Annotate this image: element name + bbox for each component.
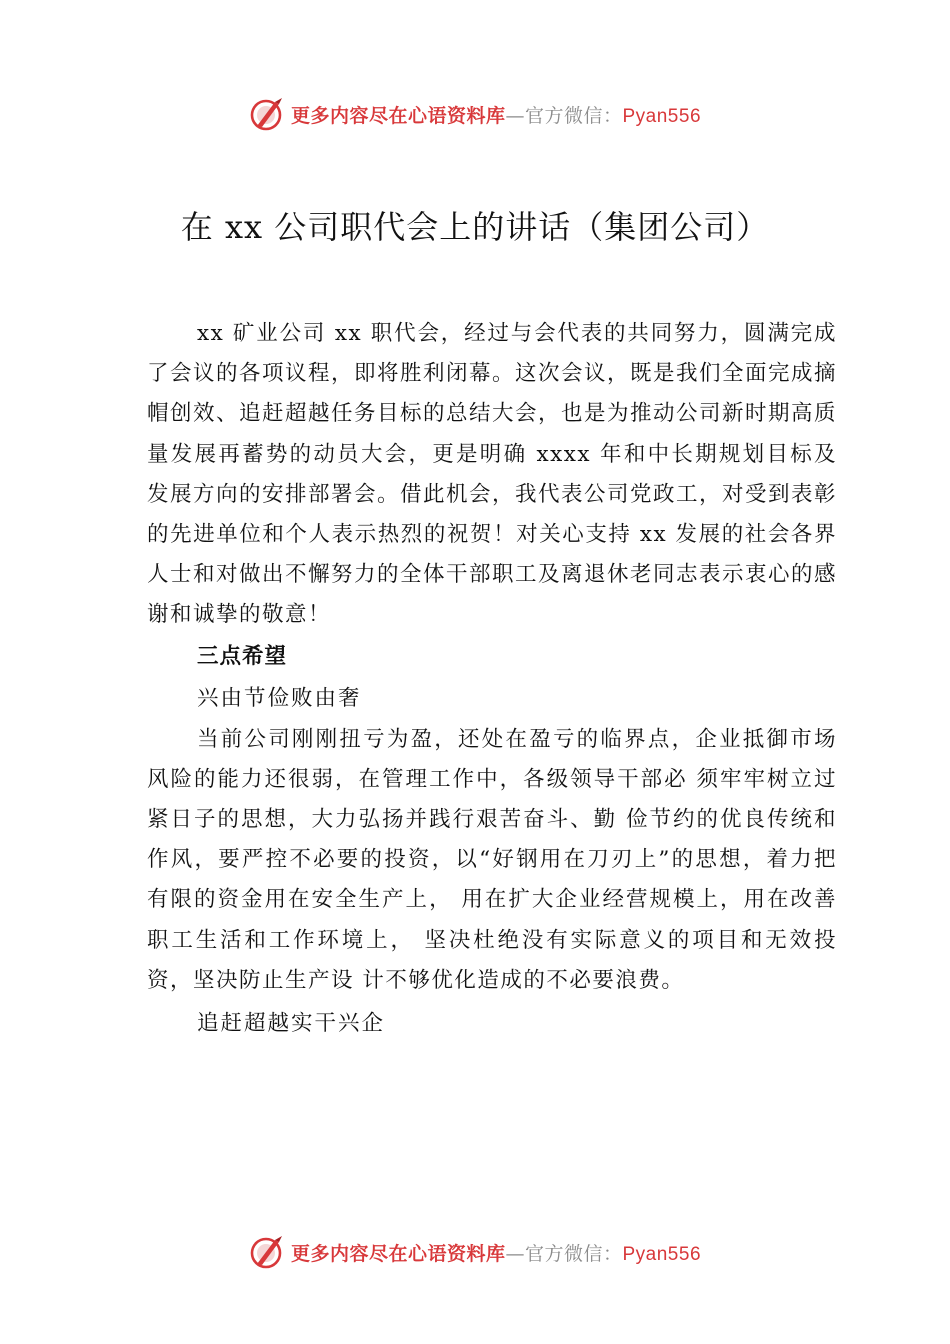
banner-wechat-id: Pyan556 — [622, 105, 702, 127]
banner-wechat-id: Pyan556 — [622, 1243, 702, 1265]
banner-site-name: 更多内容尽在心语资料库 — [290, 104, 506, 127]
point-1-paragraph: 当前公司刚刚扭亏为盈，还处在盈亏的临界点，企业抵御市场风险的能力还很弱，在管理工作中，各级领导干部必 须牢牢树立过紧日子的思想，大力弘扬并践行艰苦奋斗、勤 俭节约的优良传统和作风，要严控不必要的投资，以“好钢用在刀刃上”的思想，着力把有限的资金用在安全生产上， 用在扩大企业经营规模上，用在改善职工生活和工作环境上， 坚决杜绝没有实际意义的项目和无效投资，坚决防止生产设 计不够优化造成的不必要浪费。 — [147, 726, 837, 993]
banner-wechat-label: —官方微信： — [505, 104, 623, 127]
point-2-heading: 追赶超越实干兴企 — [197, 1011, 386, 1037]
section-heading: 三点希望 — [197, 643, 288, 669]
footer-banner — [0, 1232, 950, 1272]
banner-text — [291, 1239, 701, 1266]
point-1-heading: 兴由节俭败由奢 — [197, 685, 362, 711]
banner-site-name: 更多内容尽在心语资料库 — [290, 1242, 506, 1265]
quill-logo-icon — [249, 1234, 285, 1270]
intro-paragraph: xx 矿业公司 xx 职代会，经过与会代表的共同努力，圆满完成了会议的各项议程，即将胜利闭幕。这次会议，既是我们全面完成摘帽创效、追赶超越任务目标的总结大会，也是为推动公司新时期高质量发展再蓄势的动员大会，更是明确 xxxx 年和中长期规划目标及发展方向的安排部署会。借此机会，我代表公司党政工，对受到表彰的先进单位和个人表示热烈的祝贺！对关心支持 xx 发展的社会各界人士和对做出不懈努力的全体干部职工及离退休老同志表示衷心的感谢和诚挚的敬意！ — [147, 321, 838, 628]
banner-wechat-label: —官方微信： — [505, 1242, 623, 1265]
document-body — [147, 314, 837, 1045]
document-title: 在 xx 公司职代会上的讲话（集团公司） — [180, 208, 770, 246]
banner-text — [291, 101, 701, 128]
header-banner — [0, 94, 950, 134]
quill-logo-icon — [249, 96, 285, 132]
